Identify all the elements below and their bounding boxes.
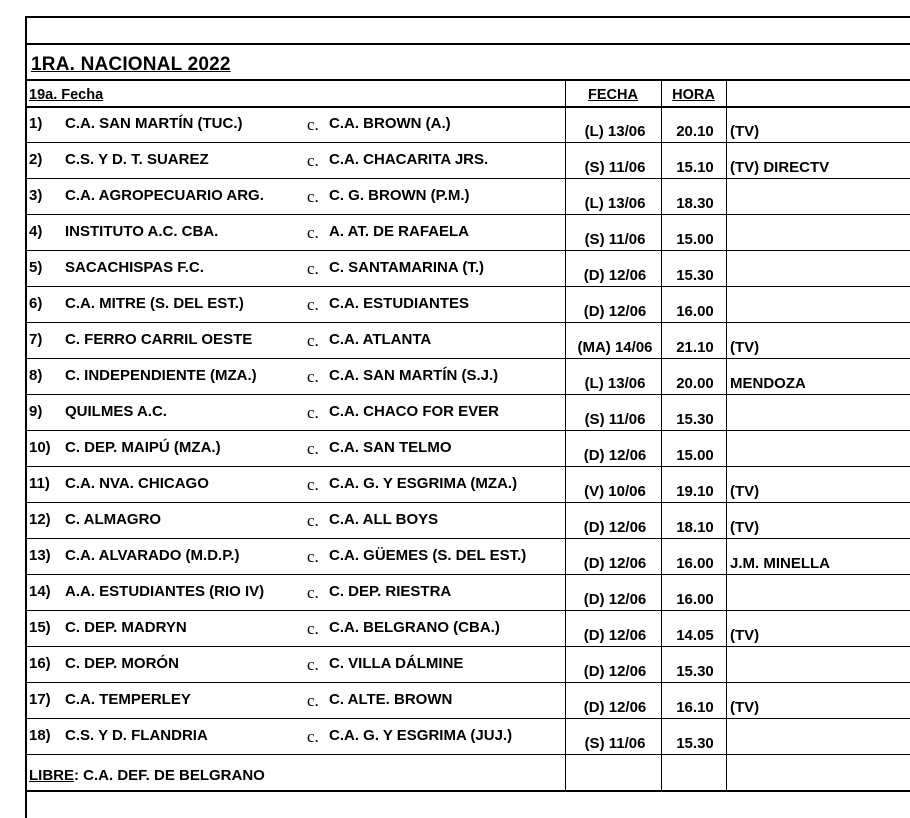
home-team: C. DEP. MAIPÚ (MZA.) [65, 439, 221, 456]
match-date: (D) 12/06 [583, 627, 647, 644]
match-number: 7) [29, 331, 43, 348]
away-team: C. VILLA DÁLMINE [329, 655, 464, 672]
home-team: INSTITUTO A.C. CBA. [65, 223, 219, 240]
match-number: 17) [29, 691, 51, 708]
match-row [27, 108, 910, 144]
away-team: C.A. SAN TELMO [329, 439, 452, 456]
home-team: C.A. SAN MARTÍN (TUC.) [65, 115, 243, 132]
away-team: C.A. BROWN (A.) [329, 115, 451, 132]
match-time: 16.00 [676, 555, 714, 572]
home-team: C. INDEPENDIENTE (MZA.) [65, 367, 257, 384]
home-team: C. DEP. MADRYN [65, 619, 187, 636]
match-date: (D) 12/06 [583, 591, 647, 608]
match-row [27, 144, 910, 180]
home-team: C.A. TEMPERLEY [65, 691, 191, 708]
rule [27, 43, 910, 45]
home-team: C.A. NVA. CHICAGO [65, 475, 209, 492]
home-team: C.A. AGROPECUARIO ARG. [65, 187, 264, 204]
home-team: QUILMES A.C. [65, 403, 167, 420]
match-time: 14.05 [676, 627, 714, 644]
match-number: 11) [29, 475, 50, 492]
match-date: (D) 12/06 [583, 303, 647, 320]
match-date: (D) 12/06 [583, 663, 647, 680]
home-team: C. ALMAGRO [65, 511, 162, 528]
versus-mark: c. [307, 691, 319, 710]
match-number: 5) [29, 259, 43, 276]
match-number: 9) [29, 403, 43, 420]
versus-mark: c. [307, 727, 319, 746]
rule [27, 79, 910, 81]
versus-mark: c. [307, 115, 319, 134]
match-row [27, 216, 910, 252]
match-date: (D) 12/06 [583, 519, 647, 536]
match-number: 16) [29, 655, 51, 672]
match-time: 21.10 [676, 339, 714, 356]
match-note: J.M. MINELLA [730, 555, 830, 572]
rule [27, 790, 910, 792]
away-team: C. G. BROWN (P.M.) [329, 187, 470, 204]
bye-team: : C.A. DEF. DE BELGRANO [74, 767, 265, 784]
match-time: 15.30 [676, 267, 714, 284]
match-note: (TV) [730, 483, 760, 500]
match-time: 15.00 [676, 231, 714, 248]
match-number: 15) [29, 619, 51, 636]
home-team: C. FERRO CARRIL OESTE [65, 331, 253, 348]
match-note: (TV) [730, 699, 760, 716]
bye-line [29, 767, 265, 784]
versus-mark: c. [307, 619, 319, 638]
header-date: FECHA [588, 87, 638, 103]
match-row [27, 468, 910, 504]
match-number: 12) [29, 511, 51, 528]
match-date: (L) 13/06 [584, 195, 646, 212]
match-date: (MA) 14/06 [577, 339, 653, 356]
header-time: HORA [672, 87, 715, 103]
match-row [27, 324, 910, 360]
match-number: 1) [29, 115, 43, 132]
match-time: 15.00 [676, 447, 714, 464]
match-time: 18.30 [676, 195, 714, 212]
match-date: (S) 11/06 [584, 159, 646, 176]
versus-mark: c. [307, 151, 319, 170]
home-team: C. DEP. MORÓN [65, 655, 179, 672]
versus-mark: c. [307, 475, 319, 494]
match-row [27, 396, 910, 432]
match-time: 20.00 [676, 375, 714, 392]
match-row [27, 576, 910, 612]
match-time: 16.00 [676, 303, 714, 320]
match-date: (S) 11/06 [584, 231, 646, 248]
match-row [27, 540, 910, 576]
versus-mark: c. [307, 259, 319, 278]
match-row [27, 288, 910, 324]
home-team: A.A. ESTUDIANTES (RIO IV) [65, 583, 265, 600]
versus-mark: c. [307, 295, 319, 314]
away-team: C.A. GÜEMES (S. DEL EST.) [329, 547, 527, 564]
match-date: (D) 12/06 [583, 555, 647, 572]
match-number: 8) [29, 367, 43, 384]
page-title: 1RA. NACIONAL 2022 [31, 54, 231, 75]
match-row [27, 504, 910, 540]
match-row [27, 648, 910, 684]
versus-mark: c. [307, 511, 319, 530]
away-team: C.A. SAN MARTÍN (S.J.) [329, 367, 499, 384]
away-team: C.A. CHACARITA JRS. [329, 151, 489, 168]
match-date: (S) 11/06 [584, 735, 646, 752]
home-team: C.S. Y D. T. SUAREZ [65, 151, 209, 168]
match-note: MENDOZA [730, 375, 806, 392]
home-team: C.A. ALVARADO (M.D.P.) [65, 547, 240, 564]
versus-mark: c. [307, 439, 319, 458]
away-team: C.A. ESTUDIANTES [329, 295, 470, 312]
match-number: 18) [29, 727, 51, 744]
home-team: SACACHISPAS F.C. [65, 259, 204, 276]
match-number: 3) [29, 187, 43, 204]
match-time: 15.30 [676, 411, 714, 428]
match-row [27, 720, 910, 756]
match-date: (D) 12/06 [583, 699, 647, 716]
away-team: C.A. CHACO FOR EVER [329, 403, 500, 420]
match-row [27, 432, 910, 468]
match-time: 15.10 [676, 159, 714, 176]
match-time: 15.30 [676, 663, 714, 680]
match-row [27, 684, 910, 720]
versus-mark: c. [307, 547, 319, 566]
away-team: C.A. G. Y ESGRIMA (JUJ.) [329, 727, 513, 744]
match-date: (S) 11/06 [584, 411, 646, 428]
bye-label: LIBRE [29, 767, 74, 784]
home-team: C.A. MITRE (S. DEL EST.) [65, 295, 244, 312]
match-time: 20.10 [676, 123, 714, 140]
match-note: (TV) [730, 519, 760, 536]
match-row [27, 360, 910, 396]
match-date: (D) 12/06 [583, 447, 647, 464]
versus-mark: c. [307, 403, 319, 422]
versus-mark: c. [307, 583, 319, 602]
round-label: 19a. Fecha [29, 87, 104, 103]
match-row [27, 612, 910, 648]
match-row [27, 180, 910, 216]
versus-mark: c. [307, 655, 319, 674]
match-date: (V) 10/06 [584, 483, 646, 500]
away-team: C.A. BELGRANO (CBA.) [329, 619, 500, 636]
versus-mark: c. [307, 367, 319, 386]
away-team: A. AT. DE RAFAELA [329, 223, 470, 240]
match-time: 15.30 [676, 735, 714, 752]
match-note: (TV) [730, 123, 760, 140]
match-number: 6) [29, 295, 43, 312]
versus-mark: c. [307, 187, 319, 206]
match-number: 4) [29, 223, 43, 240]
home-team: C.S. Y D. FLANDRIA [65, 727, 208, 744]
away-team: C.A. ATLANTA [329, 331, 432, 348]
match-note: (TV) [730, 339, 760, 356]
match-note: (TV) DIRECTV [730, 159, 830, 176]
away-team: C. ALTE. BROWN [329, 691, 453, 708]
match-date: (L) 13/06 [584, 375, 646, 392]
match-time: 16.10 [676, 699, 714, 716]
away-team: C.A. G. Y ESGRIMA (MZA.) [329, 475, 518, 492]
match-number: 13) [29, 547, 51, 564]
match-time: 19.10 [676, 483, 714, 500]
versus-mark: c. [307, 223, 319, 242]
match-row [27, 252, 910, 288]
fixture-sheet [25, 16, 910, 818]
match-number: 2) [29, 151, 43, 168]
match-date: (L) 13/06 [584, 123, 646, 140]
match-note: (TV) [730, 627, 760, 644]
away-team: C. SANTAMARINA (T.) [329, 259, 484, 276]
match-time: 16.00 [676, 591, 714, 608]
match-number: 10) [29, 439, 51, 456]
away-team: C.A. ALL BOYS [329, 511, 439, 528]
match-number: 14) [29, 583, 51, 600]
away-team: C. DEP. RIESTRA [329, 583, 452, 600]
versus-mark: c. [307, 331, 319, 350]
match-time: 18.10 [676, 519, 714, 536]
match-date: (D) 12/06 [583, 267, 647, 284]
